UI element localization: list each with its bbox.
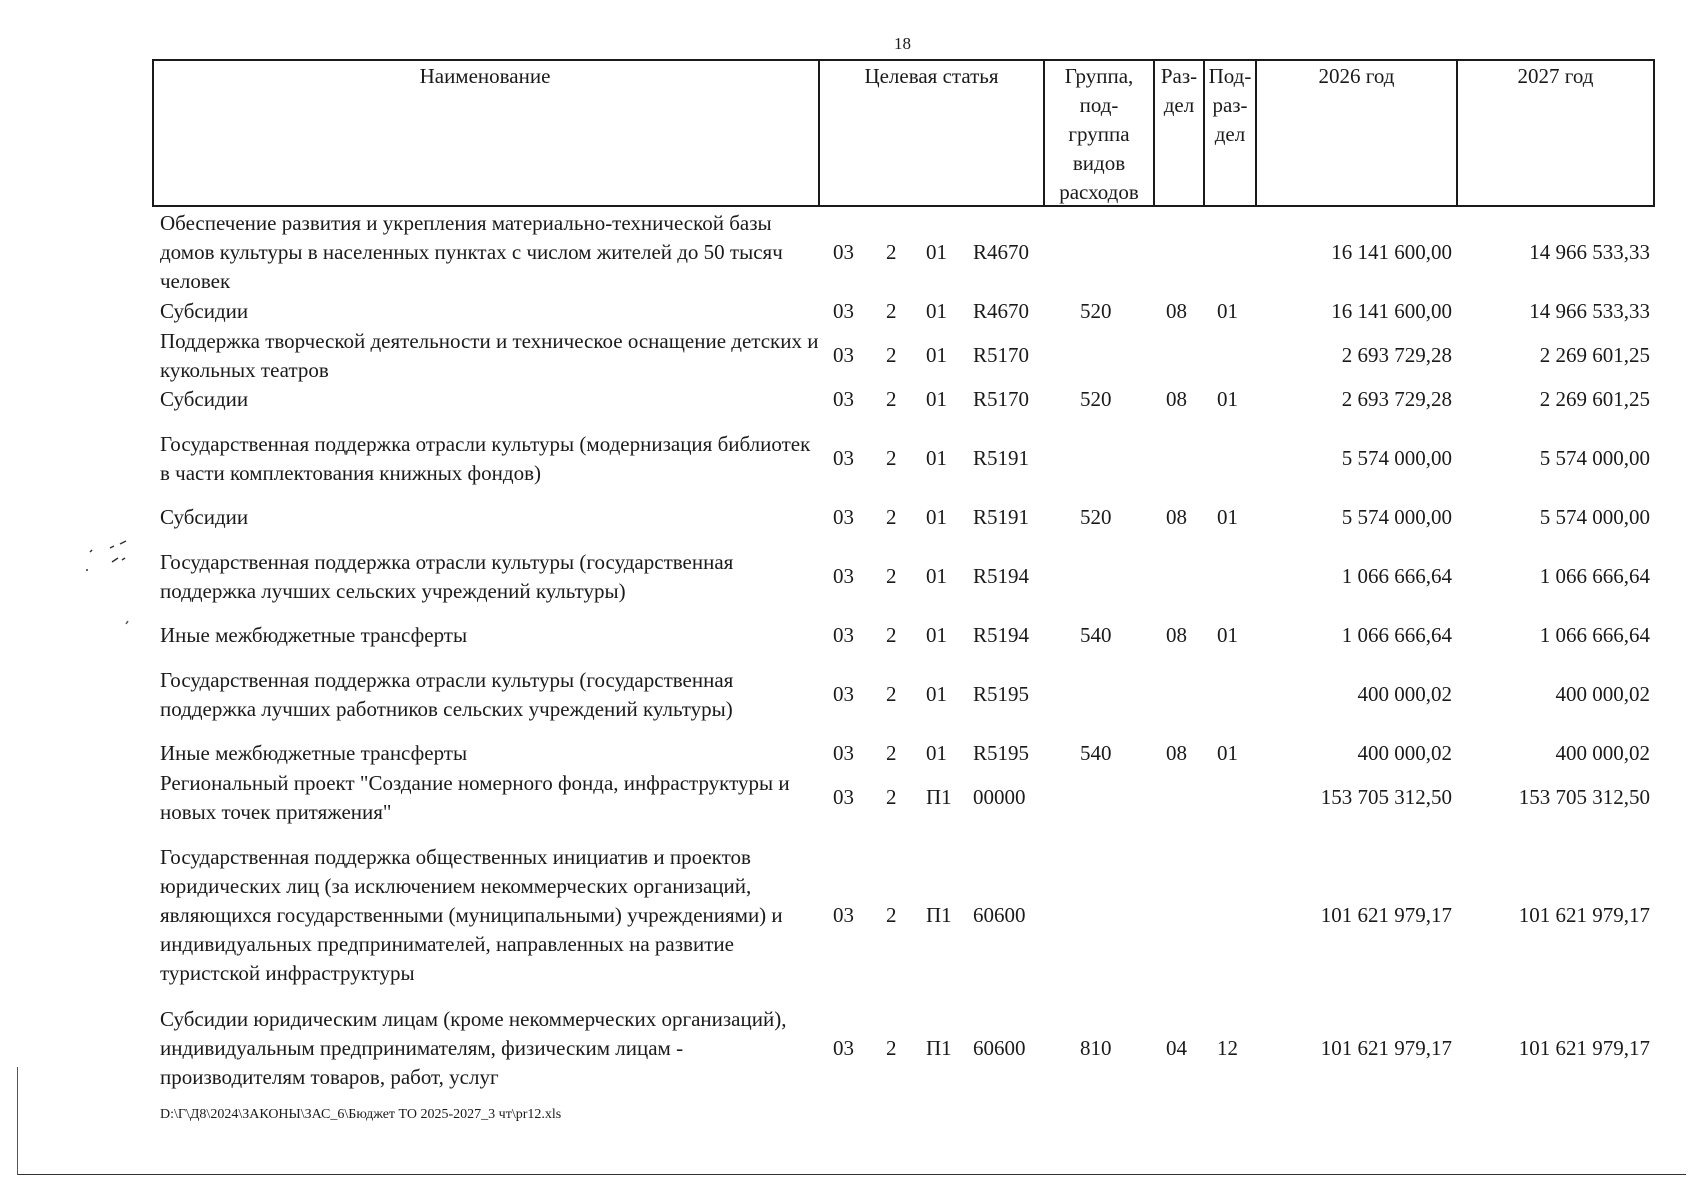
- target-code-2: 2: [886, 741, 897, 765]
- file-path-footer: D:\Г\Д8\2024\ЗАКОНЫ\ЗАС_6\Бюджет ТО 2025-2027_3 чт\pr12.xls: [160, 1107, 562, 1122]
- target-code-1: 03: [833, 741, 854, 765]
- amount-2026: 5 574 000,00: [1341, 505, 1452, 529]
- header-bottom-border: [152, 205, 1655, 207]
- amount-2027: 5 574 000,00: [1539, 446, 1650, 470]
- section-code: 08: [1166, 299, 1187, 323]
- amount-2026: 153 705 312,50: [1320, 785, 1452, 809]
- target-code-1: 03: [833, 903, 854, 927]
- amount-2026: 2 693 729,28: [1341, 387, 1452, 411]
- target-code-1: 03: [833, 343, 854, 367]
- subsection-code: 01: [1217, 741, 1238, 765]
- amount-2027: 101 621 979,17: [1518, 903, 1650, 927]
- target-code-4: 60600: [973, 1036, 1026, 1060]
- scan-marks: [82, 540, 152, 630]
- target-code-2: 2: [886, 299, 897, 323]
- target-code-1: 03: [833, 682, 854, 706]
- target-code-3: 01: [926, 446, 947, 470]
- target-code-4: R5170: [973, 343, 1030, 367]
- target-code-4: R5194: [973, 623, 1030, 647]
- target-code-4: R5170: [973, 387, 1030, 411]
- row-name: Региональный проект "Создание номерного фонда, инфраструктуры и новых точек притяжения": [160, 771, 790, 824]
- header-top-border: [152, 59, 1655, 61]
- target-code-2: 2: [886, 623, 897, 647]
- target-code-1: 03: [833, 446, 854, 470]
- amount-2026: 16 141 600,00: [1331, 299, 1452, 323]
- target-code-3: 01: [926, 505, 947, 529]
- target-code-4: R5195: [973, 741, 1030, 765]
- amount-2027: 2 269 601,25: [1539, 387, 1650, 411]
- amount-2026: 5 574 000,00: [1341, 446, 1452, 470]
- target-code-3: 01: [926, 682, 947, 706]
- target-code-3: 01: [926, 343, 947, 367]
- expense-group: 520: [1080, 505, 1112, 529]
- row-name: Иные межбюджетные трансферты: [160, 623, 468, 647]
- amount-2026: 101 621 979,17: [1320, 1036, 1452, 1060]
- row-name: Обеспечение развития и укрепления материально-технической базы домов культуры в населенных пунктах с числом жителей до 50 тысяч человек: [160, 211, 783, 293]
- scan-speck: [86, 541, 126, 570]
- section-code: 08: [1166, 623, 1187, 647]
- table-header: [152, 59, 1655, 207]
- header-target-article: Целевая статья: [864, 64, 999, 88]
- target-code-4: R4670: [973, 299, 1030, 323]
- target-code-3: П1: [926, 1036, 952, 1060]
- amount-2027: 14 966 533,33: [1529, 299, 1650, 323]
- expense-group: 520: [1080, 387, 1112, 411]
- header-subsection: Под- раз- дел: [1208, 64, 1252, 146]
- row-name: Государственная поддержка отрасли культуры (модернизация библиотек в части комплектования книжных фондов): [160, 432, 811, 485]
- target-code-2: 2: [886, 903, 897, 927]
- row-name: Субсидии: [160, 505, 249, 529]
- target-code-4: 00000: [973, 785, 1026, 809]
- target-code-2: 2: [886, 240, 897, 264]
- row-name: Государственная поддержка отрасли культуры (государственная поддержка лучших работников сельских учреждений культуры): [160, 668, 734, 721]
- header-group: Группа, под- группа видов расходов: [1059, 64, 1139, 204]
- amount-2027: 153 705 312,50: [1518, 785, 1650, 809]
- target-code-3: 01: [926, 623, 947, 647]
- row-name: Иные межбюджетные трансферты: [160, 741, 468, 765]
- header-name: Наименование: [419, 64, 551, 88]
- target-code-2: 2: [886, 343, 897, 367]
- amount-2026: 16 141 600,00: [1331, 240, 1452, 264]
- target-code-3: П1: [926, 903, 952, 927]
- target-code-4: 60600: [973, 903, 1026, 927]
- target-code-4: R5191: [973, 446, 1030, 470]
- amount-2026: 400 000,02: [1357, 741, 1452, 765]
- target-code-2: 2: [886, 1036, 897, 1060]
- amount-2026: 1 066 666,64: [1341, 623, 1452, 647]
- section-code: 08: [1166, 505, 1187, 529]
- target-code-4: R5191: [973, 505, 1030, 529]
- amount-2026: 1 066 666,64: [1341, 564, 1452, 588]
- scan-speck: [126, 621, 128, 624]
- target-code-1: 03: [833, 564, 854, 588]
- target-code-1: 03: [833, 299, 854, 323]
- expense-group: 810: [1080, 1036, 1112, 1060]
- target-code-4: R5195: [973, 682, 1030, 706]
- subsection-code: 01: [1217, 387, 1238, 411]
- target-code-3: П1: [926, 785, 952, 809]
- target-code-1: 03: [833, 240, 854, 264]
- subsection-code: 01: [1217, 505, 1238, 529]
- row-name: Субсидии юридическим лицам (кроме некоммерческих организаций), индивидуальным предпринимателям, физическим лицам - производителям товаров, работ, услуг: [160, 1007, 787, 1089]
- amount-2026: 400 000,02: [1357, 682, 1452, 706]
- target-code-2: 2: [886, 564, 897, 588]
- amount-2027: 400 000,02: [1555, 682, 1650, 706]
- header-year-2027: 2027 год: [1517, 64, 1594, 88]
- target-code-2: 2: [886, 387, 897, 411]
- amount-2027: 1 066 666,64: [1539, 564, 1650, 588]
- scan-edge-mark: [17, 1067, 18, 1175]
- target-code-1: 03: [833, 1036, 854, 1060]
- section-code: 08: [1166, 741, 1187, 765]
- subsection-code: 12: [1217, 1036, 1238, 1060]
- amount-2027: 400 000,02: [1555, 741, 1650, 765]
- amount-2027: 5 574 000,00: [1539, 505, 1650, 529]
- page-number: 18: [894, 34, 911, 53]
- expense-group: 520: [1080, 299, 1112, 323]
- amount-2026: 101 621 979,17: [1320, 903, 1452, 927]
- amount-2027: 101 621 979,17: [1518, 1036, 1650, 1060]
- target-code-3: 01: [926, 741, 947, 765]
- row-name: Поддержка творческой деятельности и техническое оснащение детских и кукольных театров: [160, 329, 819, 382]
- amount-2027: 1 066 666,64: [1539, 623, 1650, 647]
- target-code-2: 2: [886, 446, 897, 470]
- target-code-4: R5194: [973, 564, 1030, 588]
- expense-group: 540: [1080, 741, 1112, 765]
- amount-2026: 2 693 729,28: [1341, 343, 1452, 367]
- expense-group: 540: [1080, 623, 1112, 647]
- subsection-code: 01: [1217, 299, 1238, 323]
- target-code-3: 01: [926, 564, 947, 588]
- row-name: Субсидии: [160, 299, 249, 323]
- target-code-1: 03: [833, 623, 854, 647]
- target-code-4: R4670: [973, 240, 1030, 264]
- target-code-1: 03: [833, 785, 854, 809]
- target-code-2: 2: [886, 785, 897, 809]
- row-name: Субсидии: [160, 387, 249, 411]
- page-bottom-line: [18, 1174, 1686, 1175]
- target-code-2: 2: [886, 682, 897, 706]
- target-code-3: 01: [926, 387, 947, 411]
- section-code: 04: [1166, 1036, 1187, 1060]
- header-year-2026: 2026 год: [1318, 64, 1395, 88]
- section-code: 08: [1166, 387, 1187, 411]
- row-name: Государственная поддержка отрасли культуры (государственная поддержка лучших сельских учреждений культуры): [160, 550, 734, 603]
- target-code-1: 03: [833, 505, 854, 529]
- header-divider: [1653, 59, 1655, 207]
- target-code-1: 03: [833, 387, 854, 411]
- subsection-code: 01: [1217, 623, 1238, 647]
- amount-2027: 2 269 601,25: [1539, 343, 1650, 367]
- row-name: Государственная поддержка общественных инициатив и проектов юридических лиц (за исключением некоммерческих организаций, являющихся государственными (муниципальными) учреждениями) и индивидуальных предпринимателей, направленных на развитие туристской инфраструктуры: [160, 845, 783, 985]
- header-section: Раз- дел: [1160, 64, 1198, 117]
- target-code-3: 01: [926, 299, 947, 323]
- target-code-3: 01: [926, 240, 947, 264]
- amount-2027: 14 966 533,33: [1529, 240, 1650, 264]
- target-code-2: 2: [886, 505, 897, 529]
